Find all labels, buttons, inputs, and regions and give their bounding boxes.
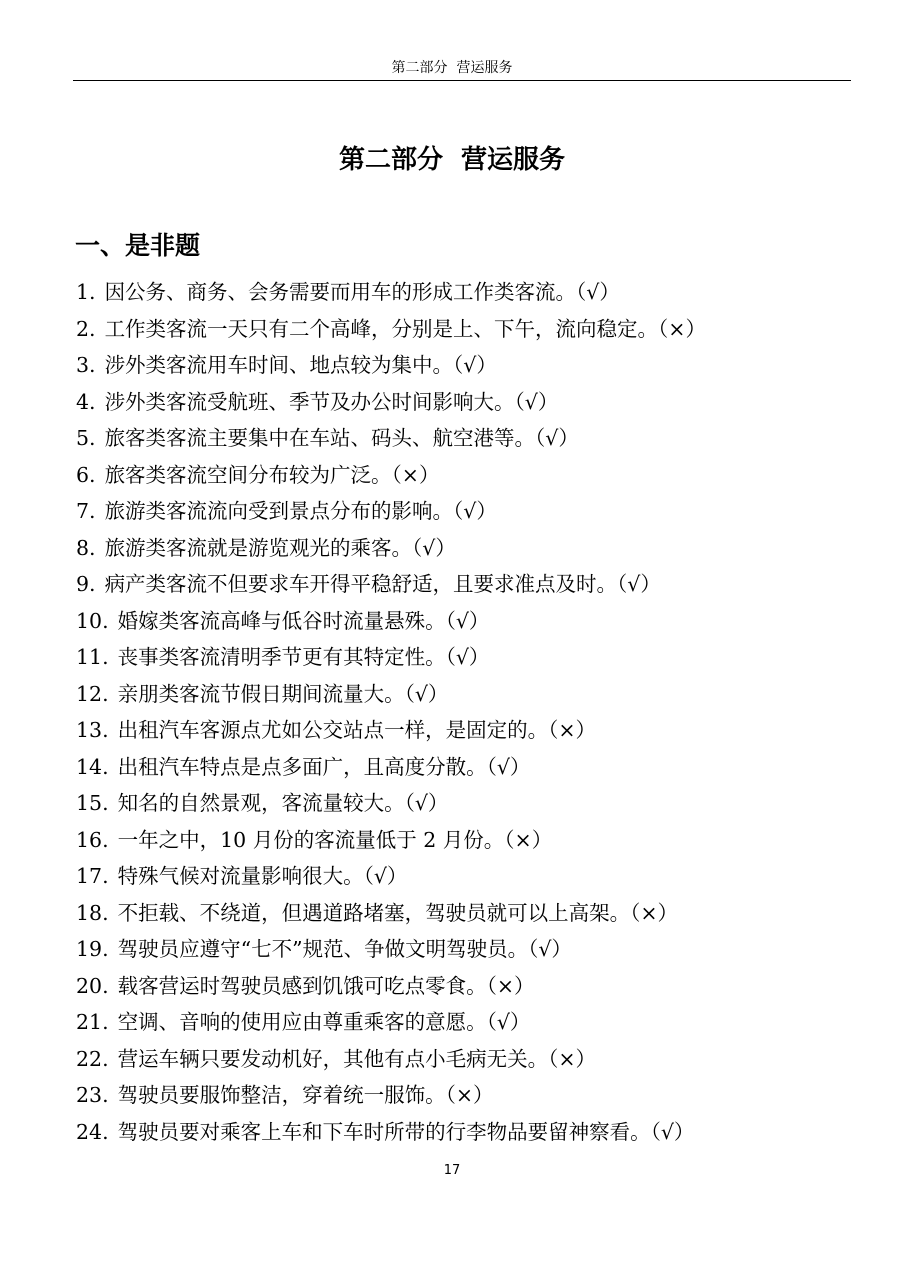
- section-heading: 一、是非题: [75, 231, 201, 260]
- question-item: [76, 274, 866, 311]
- question-number: 4.: [76, 389, 96, 414]
- question-item: [76, 895, 866, 932]
- question-text: 营运车辆只要发动机好，其他有点小毛病无关。（×）: [117, 1046, 597, 1071]
- question-number: 14.: [76, 754, 109, 779]
- question-item: [76, 1004, 866, 1041]
- question-item: [76, 603, 866, 640]
- question-list: [76, 274, 866, 1150]
- question-number: 3.: [76, 353, 96, 377]
- question-number: 19.: [76, 937, 109, 961]
- question-text: 旅客类客流主要集中在车站、码头、航空港等。（√）: [104, 426, 579, 450]
- question-number: 7.: [76, 499, 96, 523]
- question-text: 因公务、商务、会务需要而用车的形成工作类客流。（√）: [104, 280, 620, 304]
- question-text: 出租汽车特点是点多面广，且高度分散。（√）: [117, 754, 531, 779]
- question-text: 不拒载、不绕道，但遇道路堵塞，驾驶员就可以上高架。（×）: [117, 900, 679, 925]
- question-number: 9.: [76, 572, 96, 596]
- question-item: [76, 420, 866, 457]
- question-text: 亲朋类客流节假日期间流量大。（√）: [117, 681, 449, 706]
- question-text: 丧事类客流清明季节更有其特定性。（√）: [117, 645, 490, 669]
- question-text: 旅游类客流流向受到景点分布的影响。（√）: [104, 499, 497, 523]
- question-item: [76, 1114, 866, 1151]
- question-number: 17.: [76, 864, 109, 888]
- question-item: [76, 712, 866, 749]
- question-number: 2.: [76, 316, 96, 341]
- question-item: [76, 676, 866, 713]
- question-item: [76, 457, 866, 494]
- question-number: 18.: [76, 900, 109, 925]
- question-item: [76, 530, 866, 567]
- question-item: [76, 785, 866, 822]
- question-text: 出租汽车客源点尤如公交站点一样，是固定的。（×）: [117, 718, 597, 742]
- question-number: 15.: [76, 791, 109, 815]
- question-item: [76, 968, 866, 1005]
- question-text: 旅客类客流空间分布较为广泛。（×）: [104, 462, 440, 487]
- question-item: [76, 931, 866, 968]
- question-text: 特殊气候对流量影响很大。（√）: [117, 864, 408, 888]
- question-text: 知名的自然景观，客流量较大。（√）: [117, 791, 449, 815]
- question-item: [76, 1041, 866, 1078]
- question-text: 空调、音响的使用应由尊重乘客的意愿。（√）: [117, 1010, 531, 1034]
- question-text: 驾驶员应遵守“七不”规范、争做文明驾驶员。（√）: [117, 937, 572, 961]
- question-text: 涉外类客流用车时间、地点较为集中。（√）: [104, 353, 497, 377]
- question-number: 10.: [76, 608, 109, 633]
- question-item: [76, 311, 866, 348]
- question-number: 20.: [76, 973, 109, 998]
- question-item: [76, 347, 866, 384]
- question-number: 23.: [76, 1083, 109, 1107]
- question-number: 16.: [76, 827, 109, 852]
- question-number: 12.: [76, 681, 109, 706]
- question-number: 13.: [76, 718, 109, 742]
- question-item: [76, 566, 866, 603]
- question-text: 婚嫁类客流高峰与低谷时流量悬殊。（√）: [117, 608, 490, 633]
- question-item: [76, 1077, 866, 1114]
- question-text: 载客营运时驾驶员感到饥饿可吃点零食。（×）: [117, 973, 535, 998]
- question-number: 22.: [76, 1046, 109, 1071]
- question-number: 21.: [76, 1010, 109, 1034]
- page-number: 17: [443, 1163, 461, 1178]
- question-item: [76, 749, 866, 786]
- question-number: 8.: [76, 535, 96, 560]
- question-text: 涉外类客流受航班、季节及办公时间影响大。（√）: [104, 389, 559, 414]
- page-title: 第二部分 营运服务: [338, 145, 566, 175]
- question-text: 病产类客流不但要求车开得平稳舒适，且要求准点及时。（√）: [104, 572, 661, 596]
- question-item: [76, 493, 866, 530]
- question-text: 工作类客流一天只有二个高峰，分别是上、下午，流向稳定。（×）: [104, 316, 706, 341]
- running-header: 第二部分 营运服务: [391, 60, 513, 76]
- question-number: 6.: [76, 462, 96, 487]
- question-item: [76, 384, 866, 421]
- question-text: 驾驶员要对乘客上车和下车时所带的行李物品要留神察看。（√）: [117, 1119, 695, 1144]
- header-rule: [73, 80, 851, 81]
- question-number: 5.: [76, 426, 96, 450]
- question-text: 驾驶员要服饰整洁，穿着统一服饰。（×）: [117, 1083, 494, 1107]
- question-text: 旅游类客流就是游览观光的乘客。（√）: [104, 535, 456, 560]
- question-number: 24.: [76, 1119, 109, 1144]
- question-item: [76, 822, 866, 859]
- question-item: [76, 639, 866, 676]
- question-item: [76, 858, 866, 895]
- question-number: 11.: [76, 645, 109, 669]
- question-number: 1.: [76, 280, 96, 304]
- question-text: 一年之中，10 月份的客流量低于 2 月份。（×）: [117, 827, 553, 852]
